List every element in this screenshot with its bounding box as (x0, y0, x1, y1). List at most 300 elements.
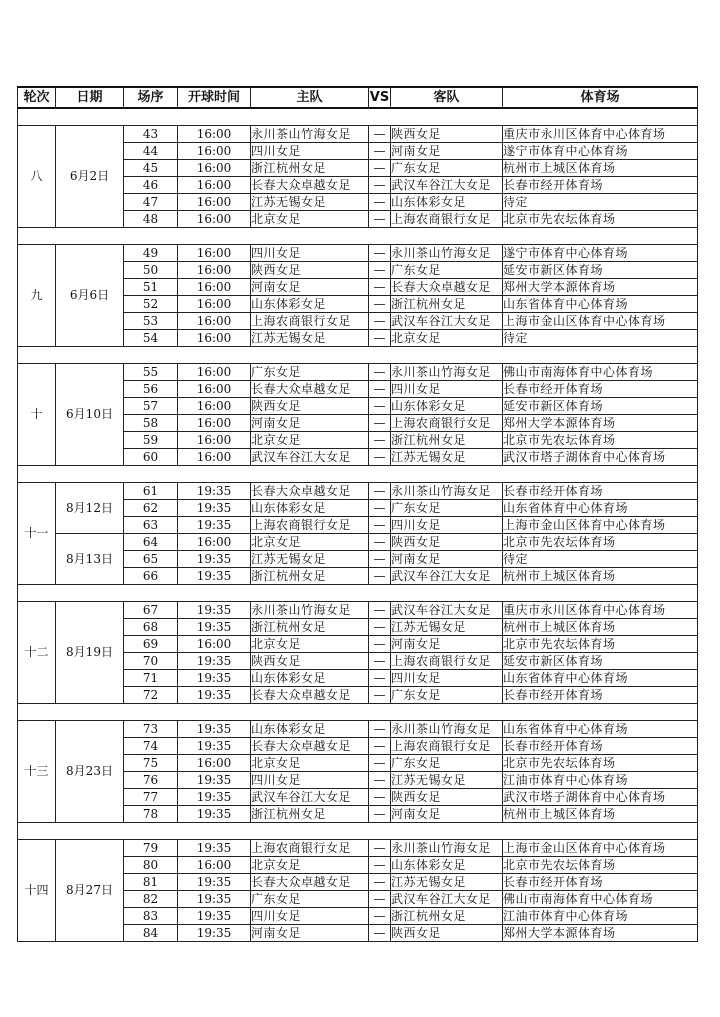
home-team: 广东女足 (251, 891, 369, 908)
kickoff-time: 16:00 (178, 296, 251, 313)
home-team: 山东体彩女足 (251, 296, 369, 313)
stadium: 山东省体育中心体育场 (503, 721, 698, 738)
vs-mark: — (369, 415, 391, 432)
away-team: 浙江杭州女足 (391, 908, 503, 925)
vs-mark: — (369, 840, 391, 857)
home-team: 江苏无锡女足 (251, 330, 369, 347)
date-cell: 8月13日 (56, 534, 124, 585)
home-team: 江苏无锡女足 (251, 194, 369, 211)
vs-mark: — (369, 381, 391, 398)
header-stadium: 体育场 (503, 87, 698, 108)
separator-cell (18, 466, 698, 483)
home-team: 河南女足 (251, 925, 369, 942)
stadium: 北京市先农坛体育场 (503, 755, 698, 772)
kickoff-time: 19:35 (178, 602, 251, 619)
away-team: 武汉车谷江大女足 (391, 891, 503, 908)
round-cell: 九 (18, 245, 56, 347)
stadium: 待定 (503, 194, 698, 211)
match-number: 49 (124, 245, 178, 262)
vs-mark: — (369, 126, 391, 143)
kickoff-time: 19:35 (178, 670, 251, 687)
stadium: 遂宁市体育中心体育场 (503, 245, 698, 262)
kickoff-time: 16:00 (178, 279, 251, 296)
home-team: 上海农商银行女足 (251, 840, 369, 857)
kickoff-time: 16:00 (178, 177, 251, 194)
away-team: 广东女足 (391, 262, 503, 279)
away-team: 永川茶山竹海女足 (391, 721, 503, 738)
stadium: 长春市经开体育场 (503, 874, 698, 891)
stadium: 佛山市南海体育中心体育场 (503, 364, 698, 381)
schedule-body (18, 108, 698, 942)
stadium: 重庆市永川区体育中心体育场 (503, 602, 698, 619)
home-team: 陕西女足 (251, 262, 369, 279)
stadium: 江油市体育中心体育场 (503, 772, 698, 789)
away-team: 北京女足 (391, 330, 503, 347)
stadium: 山东省体育中心体育场 (503, 670, 698, 687)
home-team: 北京女足 (251, 755, 369, 772)
vs-mark: — (369, 602, 391, 619)
match-number: 77 (124, 789, 178, 806)
separator-cell (18, 228, 698, 245)
vs-mark: — (369, 160, 391, 177)
home-team: 长春大众卓越女足 (251, 381, 369, 398)
home-team: 永川茶山竹海女足 (251, 126, 369, 143)
match-number: 71 (124, 670, 178, 687)
away-team: 武汉车谷江大女足 (391, 313, 503, 330)
home-team: 长春大众卓越女足 (251, 483, 369, 500)
match-number: 65 (124, 551, 178, 568)
kickoff-time: 16:00 (178, 415, 251, 432)
stadium: 长春市经开体育场 (503, 177, 698, 194)
kickoff-time: 19:35 (178, 925, 251, 942)
vs-mark: — (369, 619, 391, 636)
away-team: 江苏无锡女足 (391, 449, 503, 466)
stadium: 山东省体育中心体育场 (503, 500, 698, 517)
away-team: 山东体彩女足 (391, 194, 503, 211)
stadium: 北京市先农坛体育场 (503, 636, 698, 653)
home-team: 北京女足 (251, 211, 369, 228)
separator-cell (18, 823, 698, 840)
stadium: 郑州大学本源体育场 (503, 279, 698, 296)
home-team: 长春大众卓越女足 (251, 687, 369, 704)
vs-mark: — (369, 449, 391, 466)
match-number: 51 (124, 279, 178, 296)
round-cell: 十一 (18, 483, 56, 585)
stadium: 长春市经开体育场 (503, 738, 698, 755)
round-separator (18, 704, 698, 721)
vs-mark: — (369, 874, 391, 891)
date-cell: 8月27日 (56, 840, 124, 942)
match-number: 75 (124, 755, 178, 772)
vs-mark: — (369, 891, 391, 908)
stadium: 上海市金山区体育中心体育场 (503, 517, 698, 534)
table-row (18, 534, 698, 551)
header-match-no: 场序 (124, 87, 178, 108)
kickoff-time: 19:35 (178, 789, 251, 806)
vs-mark: — (369, 432, 391, 449)
round-separator (18, 466, 698, 483)
kickoff-time: 19:35 (178, 806, 251, 823)
away-team: 上海农商银行女足 (391, 415, 503, 432)
stadium: 杭州市上城区体育场 (503, 619, 698, 636)
vs-mark: — (369, 330, 391, 347)
home-team: 永川茶山竹海女足 (251, 602, 369, 619)
kickoff-time: 19:35 (178, 653, 251, 670)
stadium: 杭州市上城区体育场 (503, 806, 698, 823)
match-number: 64 (124, 534, 178, 551)
round-separator (18, 585, 698, 602)
away-team: 陕西女足 (391, 534, 503, 551)
kickoff-time: 19:35 (178, 772, 251, 789)
away-team: 陕西女足 (391, 789, 503, 806)
match-number: 53 (124, 313, 178, 330)
date-cell: 6月2日 (56, 126, 124, 228)
vs-mark: — (369, 755, 391, 772)
round-cell: 十二 (18, 602, 56, 704)
kickoff-time: 19:35 (178, 738, 251, 755)
round-separator (18, 347, 698, 364)
vs-mark: — (369, 279, 391, 296)
stadium: 重庆市永川区体育中心体育场 (503, 126, 698, 143)
home-team: 山东体彩女足 (251, 500, 369, 517)
away-team: 上海农商银行女足 (391, 653, 503, 670)
away-team: 浙江杭州女足 (391, 296, 503, 313)
away-team: 山东体彩女足 (391, 398, 503, 415)
match-number: 48 (124, 211, 178, 228)
vs-mark: — (369, 568, 391, 585)
away-team: 四川女足 (391, 381, 503, 398)
match-number: 81 (124, 874, 178, 891)
round-separator (18, 823, 698, 840)
kickoff-time: 16:00 (178, 432, 251, 449)
home-team: 长春大众卓越女足 (251, 177, 369, 194)
away-team: 浙江杭州女足 (391, 432, 503, 449)
kickoff-time: 19:35 (178, 500, 251, 517)
vs-mark: — (369, 313, 391, 330)
away-team: 河南女足 (391, 806, 503, 823)
match-number: 56 (124, 381, 178, 398)
match-number: 74 (124, 738, 178, 755)
vs-mark: — (369, 857, 391, 874)
away-team: 上海农商银行女足 (391, 211, 503, 228)
home-team: 长春大众卓越女足 (251, 874, 369, 891)
stadium: 遂宁市体育中心体育场 (503, 143, 698, 160)
away-team: 武汉车谷江大女足 (391, 602, 503, 619)
kickoff-time: 16:00 (178, 330, 251, 347)
match-number: 43 (124, 126, 178, 143)
stadium: 上海市金山区体育中心体育场 (503, 840, 698, 857)
stadium: 待定 (503, 551, 698, 568)
kickoff-time: 19:35 (178, 721, 251, 738)
date-cell: 8月19日 (56, 602, 124, 704)
kickoff-time: 16:00 (178, 398, 251, 415)
kickoff-time: 19:35 (178, 483, 251, 500)
vs-mark: — (369, 143, 391, 160)
kickoff-time: 19:35 (178, 840, 251, 857)
stadium: 延安市新区体育场 (503, 398, 698, 415)
away-team: 永川茶山竹海女足 (391, 245, 503, 262)
round-cell: 十四 (18, 840, 56, 942)
home-team: 浙江杭州女足 (251, 806, 369, 823)
table-row (18, 721, 698, 738)
away-team: 广东女足 (391, 687, 503, 704)
home-team: 浙江杭州女足 (251, 619, 369, 636)
header-round: 轮次 (18, 87, 56, 108)
match-number: 83 (124, 908, 178, 925)
home-team: 河南女足 (251, 415, 369, 432)
away-team: 陕西女足 (391, 925, 503, 942)
kickoff-time: 19:35 (178, 517, 251, 534)
match-number: 84 (124, 925, 178, 942)
home-team: 上海农商银行女足 (251, 517, 369, 534)
match-number: 72 (124, 687, 178, 704)
vs-mark: — (369, 670, 391, 687)
kickoff-time: 16:00 (178, 194, 251, 211)
home-team: 陕西女足 (251, 398, 369, 415)
vs-mark: — (369, 483, 391, 500)
match-number: 67 (124, 602, 178, 619)
home-team: 北京女足 (251, 432, 369, 449)
header-date: 日期 (56, 87, 124, 108)
match-number: 79 (124, 840, 178, 857)
vs-mark: — (369, 364, 391, 381)
vs-mark: — (369, 772, 391, 789)
date-cell: 6月6日 (56, 245, 124, 347)
stadium: 郑州大学本源体育场 (503, 925, 698, 942)
table-row (18, 126, 698, 143)
kickoff-time: 19:35 (178, 551, 251, 568)
kickoff-time: 16:00 (178, 381, 251, 398)
table-row (18, 364, 698, 381)
away-team: 江苏无锡女足 (391, 619, 503, 636)
match-number: 59 (124, 432, 178, 449)
vs-mark: — (369, 721, 391, 738)
round-cell: 十 (18, 364, 56, 466)
match-number: 44 (124, 143, 178, 160)
match-number: 82 (124, 891, 178, 908)
stadium: 武汉市塔子湖体育中心体育场 (503, 449, 698, 466)
home-team: 河南女足 (251, 279, 369, 296)
away-team: 四川女足 (391, 517, 503, 534)
home-team: 江苏无锡女足 (251, 551, 369, 568)
match-number: 54 (124, 330, 178, 347)
away-team: 广东女足 (391, 500, 503, 517)
away-team: 永川茶山竹海女足 (391, 840, 503, 857)
vs-mark: — (369, 653, 391, 670)
match-number: 60 (124, 449, 178, 466)
vs-mark: — (369, 262, 391, 279)
kickoff-time: 19:35 (178, 619, 251, 636)
away-team: 上海农商银行女足 (391, 738, 503, 755)
kickoff-time: 19:35 (178, 891, 251, 908)
table-row (18, 602, 698, 619)
match-number: 55 (124, 364, 178, 381)
home-team: 北京女足 (251, 534, 369, 551)
match-number: 45 (124, 160, 178, 177)
home-team: 武汉车谷江大女足 (251, 789, 369, 806)
vs-mark: — (369, 534, 391, 551)
round-cell: 十三 (18, 721, 56, 823)
stadium: 武汉市塔子湖体育中心体育场 (503, 789, 698, 806)
round-separator (18, 108, 698, 126)
away-team: 广东女足 (391, 755, 503, 772)
match-number: 70 (124, 653, 178, 670)
vs-mark: — (369, 908, 391, 925)
match-number: 61 (124, 483, 178, 500)
kickoff-time: 16:00 (178, 857, 251, 874)
kickoff-time: 16:00 (178, 534, 251, 551)
separator-cell (18, 347, 698, 364)
separator-cell (18, 704, 698, 721)
separator-cell (18, 108, 698, 126)
header-kickoff: 开球时间 (178, 87, 251, 108)
stadium: 江油市体育中心体育场 (503, 908, 698, 925)
match-number: 78 (124, 806, 178, 823)
kickoff-time: 16:00 (178, 143, 251, 160)
stadium: 待定 (503, 330, 698, 347)
vs-mark: — (369, 925, 391, 942)
vs-mark: — (369, 789, 391, 806)
stadium: 北京市先农坛体育场 (503, 211, 698, 228)
vs-mark: — (369, 806, 391, 823)
separator-cell (18, 585, 698, 602)
stadium: 山东省体育中心体育场 (503, 296, 698, 313)
match-number: 68 (124, 619, 178, 636)
stadium: 北京市先农坛体育场 (503, 857, 698, 874)
vs-mark: — (369, 500, 391, 517)
match-number: 63 (124, 517, 178, 534)
vs-mark: — (369, 551, 391, 568)
away-team: 长春大众卓越女足 (391, 279, 503, 296)
home-team: 山东体彩女足 (251, 670, 369, 687)
kickoff-time: 16:00 (178, 160, 251, 177)
stadium: 杭州市上城区体育场 (503, 568, 698, 585)
date-cell: 8月12日 (56, 483, 124, 534)
header-vs: VS (369, 87, 391, 108)
stadium: 长春市经开体育场 (503, 381, 698, 398)
away-team: 陕西女足 (391, 126, 503, 143)
header-away: 客队 (391, 87, 503, 108)
away-team: 江苏无锡女足 (391, 874, 503, 891)
away-team: 四川女足 (391, 670, 503, 687)
home-team: 北京女足 (251, 636, 369, 653)
date-cell: 6月10日 (56, 364, 124, 466)
vs-mark: — (369, 177, 391, 194)
vs-mark: — (369, 636, 391, 653)
home-team: 浙江杭州女足 (251, 568, 369, 585)
home-team: 四川女足 (251, 772, 369, 789)
header-home: 主队 (251, 87, 369, 108)
match-number: 46 (124, 177, 178, 194)
match-number: 50 (124, 262, 178, 279)
schedule-table (17, 86, 698, 942)
stadium: 佛山市南海体育中心体育场 (503, 891, 698, 908)
stadium: 延安市新区体育场 (503, 262, 698, 279)
away-team: 河南女足 (391, 636, 503, 653)
table-row (18, 483, 698, 500)
home-team: 浙江杭州女足 (251, 160, 369, 177)
home-team: 广东女足 (251, 364, 369, 381)
header-row (18, 87, 698, 108)
away-team: 河南女足 (391, 551, 503, 568)
stadium: 北京市先农坛体育场 (503, 432, 698, 449)
kickoff-time: 16:00 (178, 755, 251, 772)
kickoff-time: 16:00 (178, 449, 251, 466)
kickoff-time: 16:00 (178, 636, 251, 653)
home-team: 陕西女足 (251, 653, 369, 670)
home-team: 上海农商银行女足 (251, 313, 369, 330)
stadium: 北京市先农坛体育场 (503, 534, 698, 551)
kickoff-time: 16:00 (178, 211, 251, 228)
vs-mark: — (369, 194, 391, 211)
vs-mark: — (369, 398, 391, 415)
away-team: 武汉车谷江大女足 (391, 568, 503, 585)
match-number: 58 (124, 415, 178, 432)
kickoff-time: 16:00 (178, 313, 251, 330)
kickoff-time: 19:35 (178, 687, 251, 704)
match-number: 80 (124, 857, 178, 874)
match-number: 62 (124, 500, 178, 517)
vs-mark: — (369, 687, 391, 704)
stadium: 上海市金山区体育中心体育场 (503, 313, 698, 330)
away-team: 山东体彩女足 (391, 857, 503, 874)
date-cell: 8月23日 (56, 721, 124, 823)
stadium: 长春市经开体育场 (503, 483, 698, 500)
round-separator (18, 228, 698, 245)
kickoff-time: 16:00 (178, 245, 251, 262)
vs-mark: — (369, 245, 391, 262)
away-team: 永川茶山竹海女足 (391, 364, 503, 381)
round-cell: 八 (18, 126, 56, 228)
vs-mark: — (369, 211, 391, 228)
match-number: 69 (124, 636, 178, 653)
kickoff-time: 16:00 (178, 126, 251, 143)
stadium: 郑州大学本源体育场 (503, 415, 698, 432)
home-team: 北京女足 (251, 857, 369, 874)
home-team: 山东体彩女足 (251, 721, 369, 738)
vs-mark: — (369, 738, 391, 755)
home-team: 四川女足 (251, 908, 369, 925)
match-number: 66 (124, 568, 178, 585)
kickoff-time: 16:00 (178, 262, 251, 279)
away-team: 河南女足 (391, 143, 503, 160)
stadium: 杭州市上城区体育场 (503, 160, 698, 177)
home-team: 武汉车谷江大女足 (251, 449, 369, 466)
match-number: 76 (124, 772, 178, 789)
match-number: 73 (124, 721, 178, 738)
vs-mark: — (369, 296, 391, 313)
kickoff-time: 19:35 (178, 874, 251, 891)
match-number: 52 (124, 296, 178, 313)
match-number: 57 (124, 398, 178, 415)
away-team: 永川茶山竹海女足 (391, 483, 503, 500)
home-team: 长春大众卓越女足 (251, 738, 369, 755)
stadium: 延安市新区体育场 (503, 653, 698, 670)
away-team: 广东女足 (391, 160, 503, 177)
stadium: 长春市经开体育场 (503, 687, 698, 704)
kickoff-time: 19:35 (178, 908, 251, 925)
away-team: 江苏无锡女足 (391, 772, 503, 789)
home-team: 四川女足 (251, 143, 369, 160)
kickoff-time: 16:00 (178, 364, 251, 381)
table-row (18, 840, 698, 857)
away-team: 武汉车谷江大女足 (391, 177, 503, 194)
match-number: 47 (124, 194, 178, 211)
vs-mark: — (369, 517, 391, 534)
table-row (18, 245, 698, 262)
kickoff-time: 19:35 (178, 568, 251, 585)
home-team: 四川女足 (251, 245, 369, 262)
